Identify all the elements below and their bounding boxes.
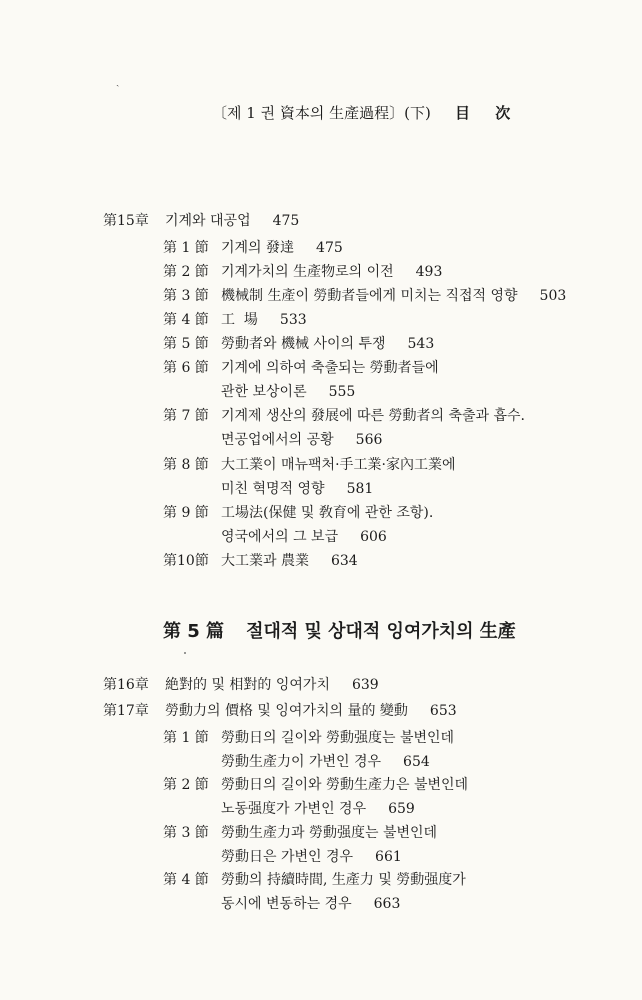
section-label: 第 1 節 — [163, 240, 209, 256]
stray-dot — [184, 652, 186, 654]
section-title-cont: 勞動生產力이 가변인 경우 — [221, 754, 382, 770]
page-number: 653 — [429, 703, 457, 719]
section-title: 機械制 生產이 勞動者들에게 미치는 직접적 영향 — [221, 288, 518, 304]
toc-section — [163, 503, 633, 523]
section-title: 기계가치의 生產物로의 이전 — [221, 264, 394, 280]
section-label: 第 3 節 — [163, 825, 209, 841]
page-number: 639 — [351, 677, 379, 693]
section-title: 勞動日의 길이와 勞動强度는 불변인데 — [221, 730, 455, 746]
toc-section — [163, 262, 633, 282]
section-label: 第 3 節 — [163, 288, 209, 304]
toc-section — [163, 551, 633, 571]
section-title-cont: 동시에 변동하는 경우 — [221, 896, 352, 912]
section-label: 第 7 節 — [163, 408, 209, 424]
section-title: 勞動者와 機械 사이의 투쟁 — [221, 336, 386, 352]
toc-section — [163, 775, 623, 795]
toc-chapter-17 — [103, 701, 603, 721]
page-number: 663 — [373, 896, 401, 912]
section-title: 勞動日의 길이와 勞動生產力은 불변인데 — [221, 777, 469, 793]
section-title: 勞動生產力과 勞動强度는 불변인데 — [221, 825, 438, 841]
page-number: 581 — [346, 481, 374, 497]
part-label: 第 5 篇 — [163, 621, 225, 642]
toc-chapter-15 — [103, 211, 503, 231]
section-title-cont: 영국에서의 그 보급 — [221, 529, 339, 545]
section-label: 第 8 節 — [163, 457, 209, 473]
page-number: 566 — [355, 432, 383, 448]
section-title-cont: 미친 혁명적 영향 — [221, 481, 325, 497]
chapter-title: 勞動力의 價格 및 잉여가치의 量的 變動 — [165, 703, 408, 719]
toc-section-cont — [163, 430, 633, 450]
toc-header — [0, 102, 642, 124]
page-number: 503 — [539, 288, 567, 304]
section-label: 第 2 節 — [163, 264, 209, 280]
page-number: 533 — [279, 312, 307, 328]
chapter-label: 第15章 — [103, 213, 149, 229]
page-number: 555 — [328, 384, 356, 400]
page-number: 475 — [272, 213, 300, 229]
page-number: 661 — [375, 849, 402, 865]
page-number: 493 — [415, 264, 443, 280]
section-label: 第10節 — [163, 553, 209, 569]
section-title: 工 場 — [221, 312, 258, 328]
toc-section — [163, 823, 623, 843]
toc-section — [163, 870, 623, 890]
page-number: 606 — [360, 529, 387, 545]
chapter-label: 第17章 — [103, 703, 149, 719]
part-heading — [163, 617, 516, 643]
section-label: 第 4 節 — [163, 872, 209, 888]
toc-section — [163, 286, 633, 306]
toc-section-cont — [163, 382, 633, 402]
section-label: 第 2 節 — [163, 777, 209, 793]
toc-section — [163, 310, 633, 330]
section-title: 大工業이 매뉴팩처·手工業·家內工業에 — [221, 457, 456, 473]
section-title: 기계의 發達 — [221, 240, 295, 256]
section-label: 第 5 節 — [163, 336, 209, 352]
page-number: 543 — [407, 336, 435, 352]
page-number: 634 — [330, 553, 358, 569]
toc-section — [163, 728, 623, 748]
page-number: 659 — [388, 801, 415, 817]
section-label: 第 1 節 — [163, 730, 209, 746]
section-title-cont: 노동强度가 가변인 경우 — [221, 801, 367, 817]
chapter-title: 絶對的 및 相對的 잉여가치 — [165, 677, 330, 693]
toc-section-cont — [163, 527, 633, 547]
section-label: 第 9 節 — [163, 505, 209, 521]
section-title-cont: 관한 보상이론 — [221, 384, 307, 400]
toc-chapter-16 — [103, 675, 553, 695]
section-title: 工場法(保健 및 敎育에 관한 조항). — [221, 505, 434, 521]
chapter-label: 第16章 — [103, 677, 149, 693]
part-title: 절대적 및 상대적 잉여가치의 生產 — [246, 621, 516, 642]
toc-section — [163, 334, 633, 354]
toc-heading: 目 次 — [455, 104, 521, 122]
page-number: 475 — [316, 240, 343, 256]
toc-section — [163, 406, 633, 426]
page-number: 654 — [403, 754, 430, 770]
stray-mark: ˎ — [116, 76, 120, 87]
toc-section-cont — [163, 752, 623, 772]
volume-title: 〔제 1 권 資本의 生產過程〕(下) — [212, 104, 431, 122]
section-title: 기계제 생산의 發展에 따른 勞動者의 축출과 흡수. — [221, 408, 526, 424]
toc-section — [163, 455, 633, 475]
toc-section — [163, 358, 633, 378]
toc-section-cont — [163, 847, 623, 867]
section-title: 大工業과 農業 — [221, 553, 309, 569]
toc-section — [163, 238, 633, 258]
section-title: 기계에 의하여 축출되는 勞動者들에 — [221, 360, 439, 376]
section-title: 勞動의 持續時間, 生產力 및 勞動强度가 — [221, 872, 466, 888]
section-title-cont: 勞動日은 가변인 경우 — [221, 849, 354, 865]
toc-section-cont — [163, 479, 633, 499]
section-label: 第 4 節 — [163, 312, 209, 328]
toc-section-cont — [163, 894, 623, 914]
chapter-title: 기계와 대공업 — [165, 213, 251, 229]
section-label: 第 6 節 — [163, 360, 209, 376]
section-title-cont: 면공업에서의 공황 — [221, 432, 334, 448]
toc-section-cont — [163, 799, 623, 819]
